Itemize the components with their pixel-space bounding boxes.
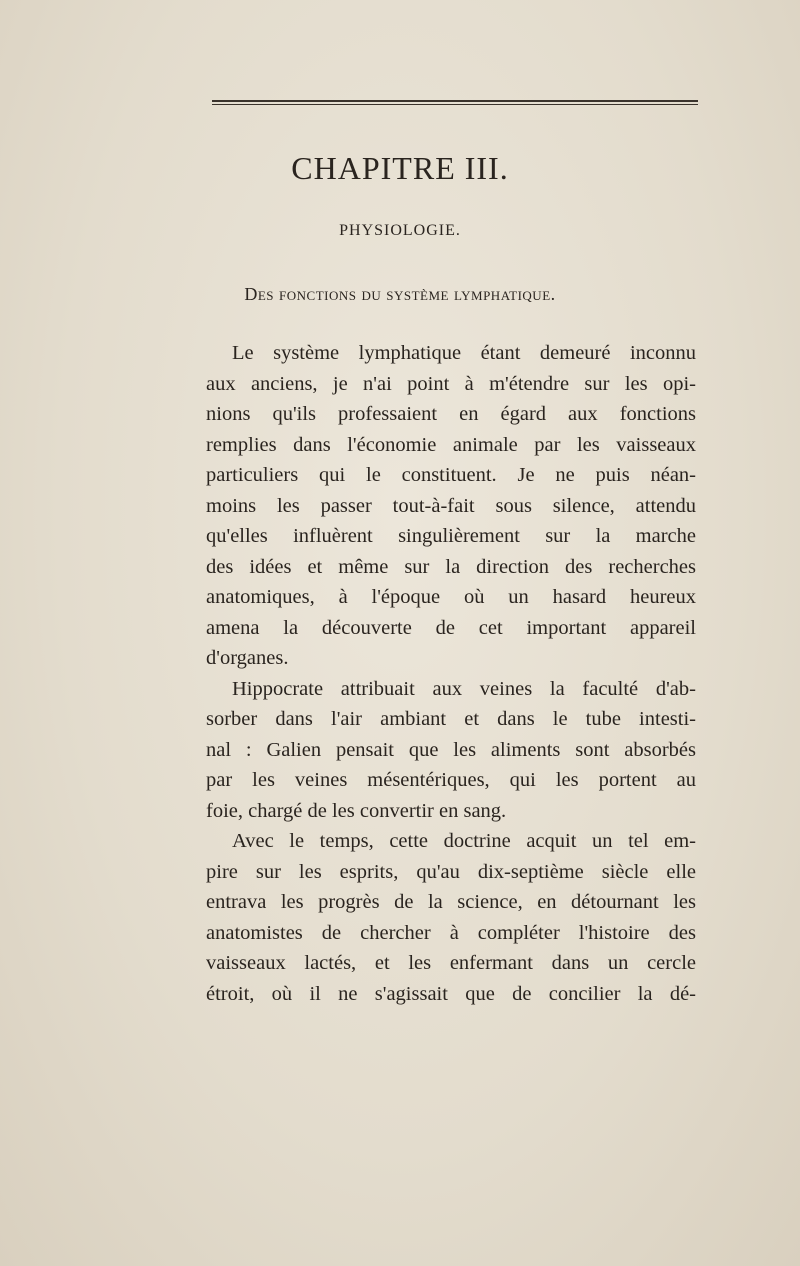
text-line: moins les passer tout-à-fait sous silence, attendu [206, 494, 696, 517]
subtitle [0, 284, 800, 305]
text-line: nal : Galien pensait que les aliments sont absorbés [206, 738, 696, 761]
paragraph-1 [206, 338, 696, 674]
text-line: amena la découverte de cet important appareil [206, 616, 696, 639]
paragraph-2 [206, 674, 696, 827]
text-line: Le système lymphatique étant demeuré inconnu [232, 342, 696, 364]
text-line: nions qu'ils professaient en égard aux fonctions [206, 403, 696, 425]
text-line: d'organes. [206, 647, 289, 669]
text-line: particuliers qui le constituent. Je ne puis néan- [206, 464, 696, 486]
body-text [206, 338, 696, 1009]
text-line: sorber dans l'air ambiant et dans le tube intesti- [206, 708, 696, 730]
decorative-rule [212, 100, 698, 107]
text-line: anatomistes de chercher à compléter l'histoire des [206, 921, 696, 944]
text-line: vaisseaux lactés, et les enfermant dans un cercle [206, 952, 696, 974]
text-line: foie, chargé de les convertir en sang. [206, 799, 507, 822]
text-line: pire sur les esprits, qu'au dix-septième siècle elle [206, 860, 696, 883]
text-line: remplies dans l'économie animale par les vaisseaux [206, 433, 696, 456]
text-line: entrava les progrès de la science, en détournant les [206, 891, 696, 913]
subtitle-text: Des fonctions du système lymphatique. [244, 284, 556, 304]
text-line: des idées et même sur la direction des recherches [206, 555, 696, 578]
chapter-title: CHAPITRE III. [291, 150, 509, 186]
text-line: qu'elles influèrent singulièrement sur la marche [206, 525, 696, 547]
text-line: étroit, où il ne s'agissait que de concilier la dé- [206, 982, 696, 1005]
text-line: Hippocrate attribuait aux veines la faculté d'ab- [232, 677, 696, 700]
text-line: par les veines mésentériques, qui les portent au [206, 769, 696, 791]
section-title: PHYSIOLOGIE. [339, 222, 461, 239]
text-line: anatomiques, à l'époque où un hasard heureux [206, 586, 696, 608]
text-line: aux anciens, je n'ai point à m'étendre sur les opi- [206, 372, 696, 395]
paragraph-3 [206, 826, 696, 1009]
text-line: Avec le temps, cette doctrine acquit un tel em- [232, 830, 696, 852]
